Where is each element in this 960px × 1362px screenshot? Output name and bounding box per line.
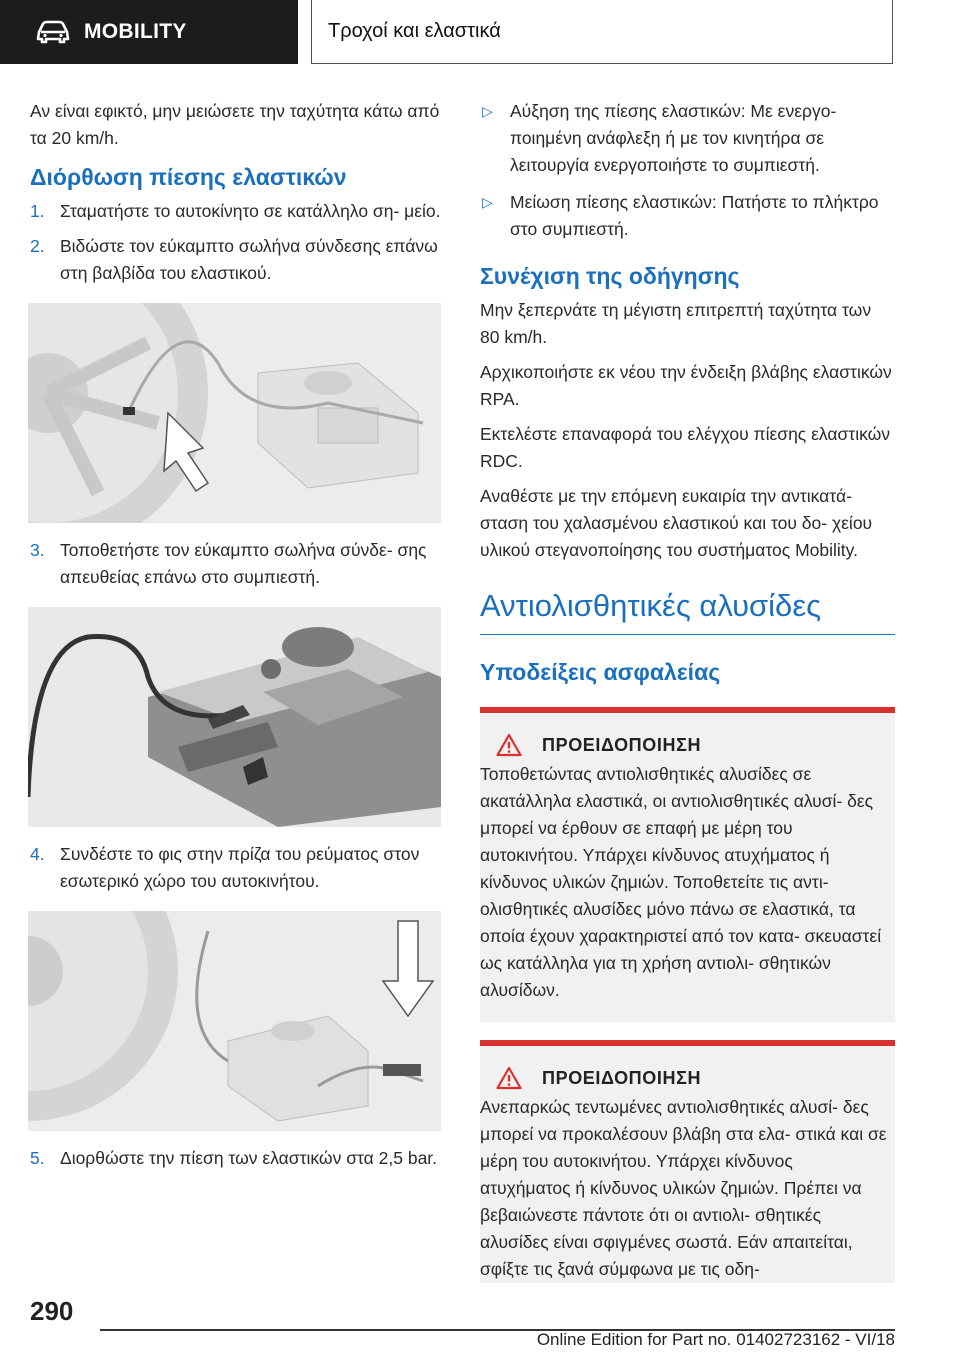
warning-label: ΠΡΟΕΙΔΟΠΟΙΗΣΗ bbox=[542, 1067, 702, 1088]
figure-compressor-hose bbox=[28, 607, 441, 827]
step-number: 3. bbox=[30, 540, 45, 560]
right-column bbox=[480, 98, 895, 1297]
chapter-heading-wrap bbox=[480, 572, 895, 635]
step-text: Τοποθετήστε τον εύκαμπτο σωλήνα σύνδε‐ σης απευθείας επάνω στο συμπιεστή. bbox=[60, 540, 427, 587]
page-number: 290 bbox=[30, 1296, 74, 1326]
warning-title bbox=[480, 1066, 887, 1090]
warning-box bbox=[480, 707, 895, 1022]
left-column bbox=[30, 98, 443, 1180]
step-text: Διορθώστε την πίεση των ελαστικών στα 2,5 bar. bbox=[60, 1148, 438, 1168]
step-4 bbox=[30, 841, 443, 895]
car-icon bbox=[36, 20, 70, 44]
intro-paragraph: Αν είναι εφικτό, μην μειώσετε την ταχύτητα κάτω από τα 20 km/h. bbox=[30, 101, 440, 148]
warning-label: ΠΡΟΕΙΔΟΠΟΙΗΣΗ bbox=[542, 734, 702, 755]
figure-hose-valve bbox=[28, 303, 441, 523]
chapter-tab[interactable] bbox=[311, 0, 893, 64]
warning-triangle-icon bbox=[496, 733, 522, 757]
step-3 bbox=[30, 537, 443, 591]
section-heading-safety: Υποδείξεις ασφαλείας bbox=[480, 659, 721, 685]
continue-paragraph: Αρχικοποιήστε εκ νέου την ένδειξη βλάβης ελαστικών RPA. bbox=[480, 362, 892, 409]
continue-paragraph: Αναθέστε με την επόμενη ευκαιρία την αντικατά‐ σταση του χαλασμένου ελαστικού και του δο‐ χείου υλικού στεγανοποίησης του συστήματος Mobility. bbox=[480, 486, 873, 560]
chapter-heading-chains: Αντιολισθητικές αλυσίδες bbox=[480, 588, 822, 623]
section-tab[interactable] bbox=[0, 0, 298, 64]
chapter-label: Τροχοί και ελαστικά bbox=[328, 20, 501, 42]
step-1 bbox=[30, 198, 443, 225]
step-text: Βιδώστε τον εύκαμπτο σωλήνα σύνδεσης επάνω στη βαλβίδα του ελαστικού. bbox=[60, 236, 438, 283]
bullet-increase-pressure bbox=[480, 98, 895, 179]
figure-power-plug bbox=[28, 911, 441, 1131]
warning-box bbox=[480, 1040, 895, 1283]
section-heading-pressure: Διόρθωση πίεσης ελαστικών bbox=[30, 164, 347, 190]
step-number: 4. bbox=[30, 844, 45, 864]
step-number: 2. bbox=[30, 236, 45, 256]
warning-text: Ανεπαρκώς τεντωμένες αντιολισθητικές αλυσί‐ δες μπορεί να προκαλέσουν βλάβη στα ελα‐ στικά και σε μέρη του αυτοκινήτου. Υπάρχει κίνδυνος ατυχήματος ή κίνδυνος υλικών ζημιών. Πρέπει να βεβαιώνεστε πάντοτε ότι οι αντιολι‐ σθητικές αλυσίδες είναι σφιγμένες σωστά. Εάν απαιτείται, σφίξτε τις ξανά σύμφωνα με τις οδη‐ bbox=[480, 1097, 887, 1279]
step-5 bbox=[30, 1145, 443, 1172]
step-2 bbox=[30, 233, 443, 287]
warning-text: Τοποθετώντας αντιολισθητικές αλυσίδες σε ακατάλληλα ελαστικά, οι αντιολισθητικές αλυσί‐ δες μπορεί να έρθουν σε επαφή με μέρη του αυτοκινήτου. Υπάρχει κίνδυνος ατυχήματος ή κίνδυνος υλικών ζημιών. Τοποθετείτε τις αντι‐ ολισθητικές αλυσίδες μόνο πάνω σε ελαστικά, τα οποία έχουν χαρακτηριστεί από τον κατα‐ σκευαστεί ως κατάλληλα για τη χρήση αντιολι‐ σθητικών αλυσίδων. bbox=[480, 764, 882, 1000]
bullet-text: Μείωση πίεσης ελαστικών: Πατήστε το πλήκτρο στο συμπιεστή. bbox=[510, 192, 879, 239]
continue-paragraph: Εκτελέστε επαναφορά του ελέγχου πίεσης ελαστικών RDC. bbox=[480, 424, 891, 471]
section-heading-continue: Συνέχιση της οδήγησης bbox=[480, 263, 740, 289]
triangle-bullet-icon: ▷ bbox=[482, 194, 493, 210]
warning-triangle-icon bbox=[496, 1066, 522, 1090]
step-number: 1. bbox=[30, 201, 45, 221]
bullet-decrease-pressure bbox=[480, 189, 895, 243]
section-label: MOBILITY bbox=[84, 20, 187, 43]
continue-paragraph: Μην ξεπερνάτε τη μέγιστη επιτρεπτή ταχύτητα των 80 km/h. bbox=[480, 300, 872, 347]
triangle-bullet-icon: ▷ bbox=[482, 103, 493, 119]
step-text: Συνδέστε το φις στην πρίζα του ρεύματος στον εσωτερικό χώρο του αυτοκινήτου. bbox=[60, 844, 420, 891]
step-number: 5. bbox=[30, 1148, 45, 1168]
step-text: Σταματήστε το αυτοκίνητο σε κατάλληλο ση‐ μείο. bbox=[60, 201, 441, 221]
warning-title bbox=[480, 733, 887, 757]
bullet-text: Αύξηση της πίεσης ελαστικών: Με ενεργο‐ ποιημένη ανάφλεξη ή με τον κινητήρα σε λειτουργία ενεργοποιήστε το συμπιεστή. bbox=[510, 101, 837, 175]
edition-text: Online Edition for Part no. 01402723162 - VI/18 bbox=[536, 1330, 895, 1349]
